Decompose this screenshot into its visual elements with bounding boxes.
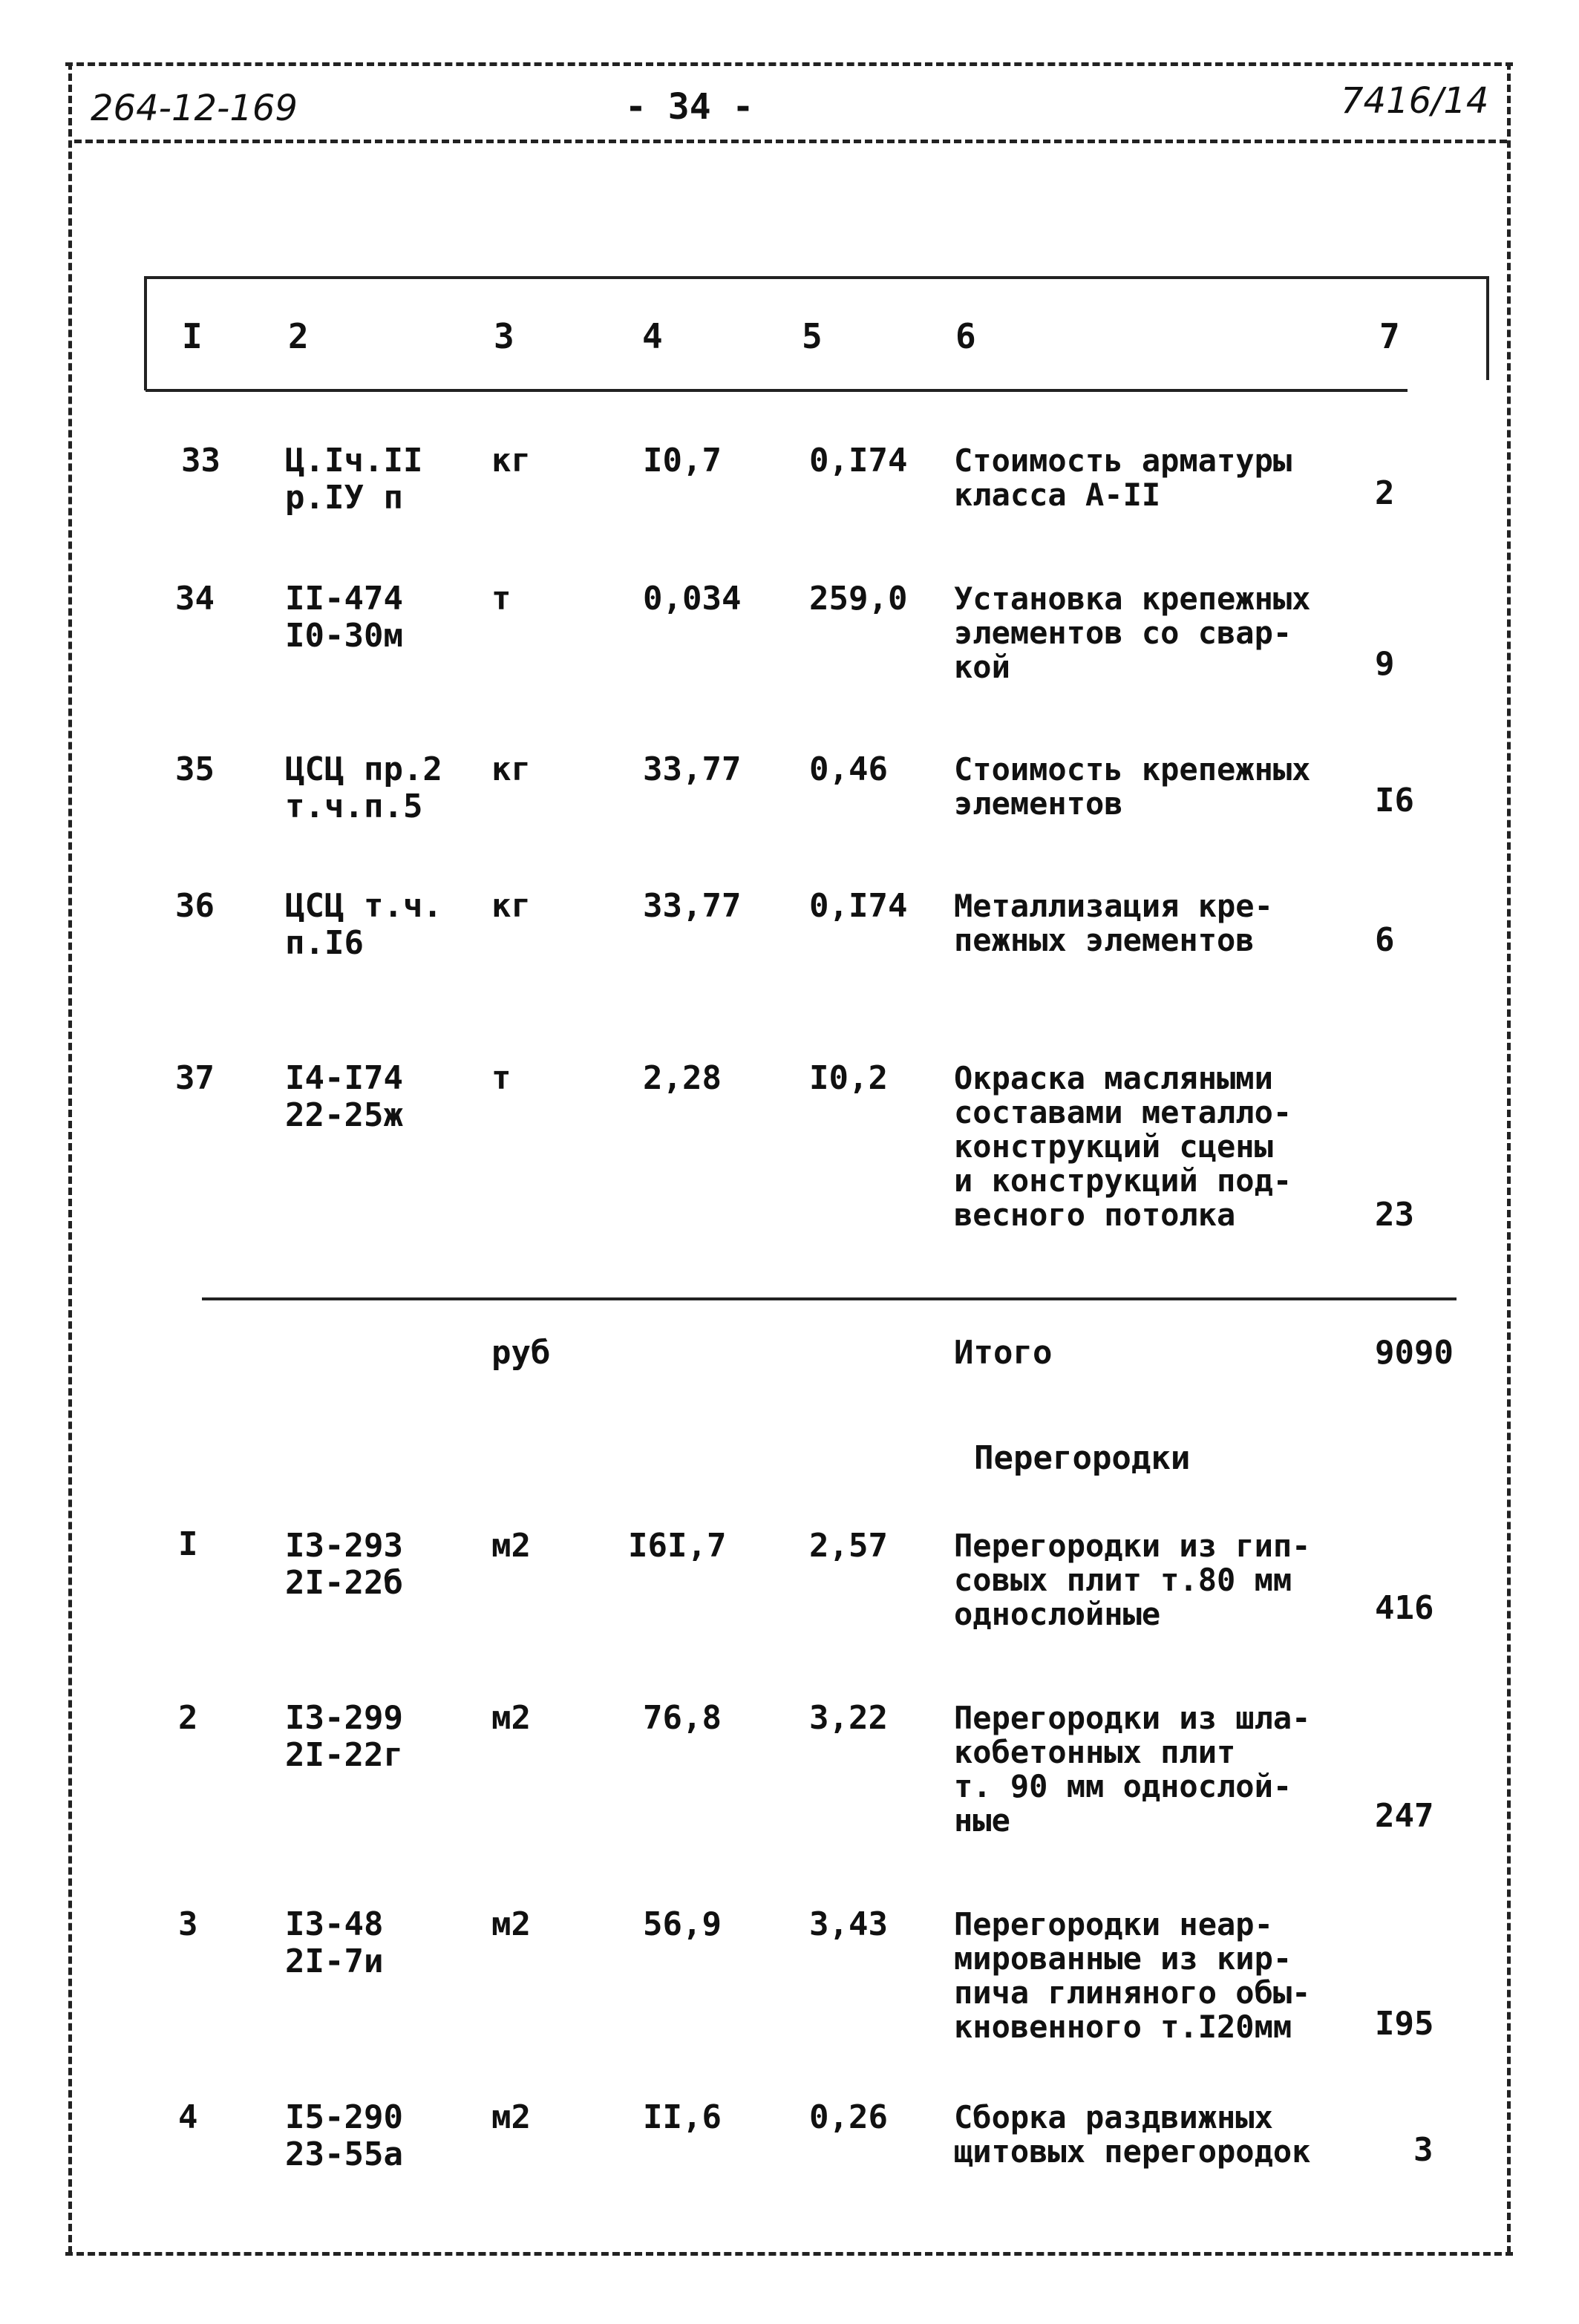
- unit-price: 3,43: [809, 1905, 888, 1943]
- quantity: 33,77: [643, 750, 742, 788]
- unit-price: 2,57: [809, 1527, 888, 1565]
- colhead-3: 3: [494, 316, 514, 356]
- row-number: 3: [178, 1905, 198, 1943]
- summary-label: Итого: [954, 1334, 1053, 1372]
- quantity: II,6: [643, 2098, 722, 2136]
- summary-total: 9090: [1375, 1334, 1454, 1372]
- row-total: I95: [1375, 2005, 1434, 2043]
- unit: м2: [491, 1527, 531, 1565]
- rate-code: I4-I74 22-25ж: [285, 1059, 403, 1134]
- frame-top: [65, 62, 1513, 66]
- rate-code: I5-290 23-55а: [285, 2098, 403, 2173]
- rate-code: I3-299 2I-22г: [285, 1699, 403, 1774]
- rate-code: ЦСЦ пр.2 т.ч.п.5: [285, 750, 442, 825]
- colhead-7: 7: [1379, 316, 1400, 356]
- row-number: 4: [178, 2098, 198, 2136]
- work-description: Перегородки из шла- кобетонных плит т. 90 мм однослой- ные: [954, 1700, 1311, 1839]
- row-number: 33: [181, 442, 220, 479]
- row-total: 416: [1375, 1589, 1434, 1627]
- quantity: 33,77: [643, 887, 742, 925]
- quantity: 2,28: [643, 1059, 722, 1097]
- colhead-1: I: [182, 316, 203, 356]
- unit-price: 259,0: [809, 580, 908, 618]
- rate-code: I3-48 2I-7и: [285, 1905, 384, 1980]
- summary-unit: руб: [491, 1334, 551, 1372]
- unit-price: 0,I74: [809, 442, 908, 479]
- rate-code: I3-293 2I-22б: [285, 1527, 403, 1602]
- doc-code: 264-12-169: [91, 88, 298, 129]
- page-number: - 34 -: [625, 86, 754, 128]
- frame-bottom: [65, 2252, 1513, 2256]
- unit: кг: [491, 442, 531, 479]
- frame-right: [1507, 62, 1511, 2253]
- unit-price: 0,I74: [809, 887, 908, 925]
- work-description: Перегородки из гип- совых плит т.80 мм однослойные: [954, 1528, 1311, 1632]
- row-total: 2: [1375, 474, 1395, 512]
- row-total: 247: [1375, 1797, 1434, 1835]
- row-number: 37: [175, 1059, 215, 1097]
- total-separator: [202, 1297, 1457, 1300]
- sheet-code: 7416/14: [1341, 80, 1489, 122]
- unit: кг: [491, 750, 531, 788]
- work-description: Стоимость арматуры класса А-II: [954, 442, 1292, 513]
- work-description: Стоимость крепежных элементов: [954, 751, 1311, 822]
- colhead-top-border: [146, 276, 1488, 279]
- quantity: 0,034: [643, 580, 742, 618]
- row-total: 23: [1375, 1196, 1414, 1234]
- frame-under-header: [74, 140, 1507, 143]
- rate-code: II-474 I0-30м: [285, 580, 403, 655]
- work-description: Металлизация кре- пежных элементов: [954, 888, 1273, 958]
- rate-code: Ц.Iч.II р.IУ п: [285, 442, 423, 517]
- row-total: 3: [1413, 2131, 1433, 2169]
- quantity: I0,7: [643, 442, 722, 479]
- colhead-2: 2: [288, 316, 309, 356]
- unit: кг: [491, 887, 531, 925]
- row-number: I: [178, 1525, 198, 1563]
- unit-price: 0,26: [809, 2098, 888, 2136]
- colhead-left-border: [144, 276, 147, 390]
- unit: м2: [491, 2098, 531, 2136]
- row-total: I6: [1375, 782, 1414, 819]
- row-total: 6: [1375, 921, 1395, 959]
- row-total: 9: [1375, 645, 1395, 683]
- row-number: 35: [175, 750, 215, 788]
- unit: т: [491, 1059, 511, 1097]
- colhead-bottom-border: [146, 389, 1408, 392]
- unit: м2: [491, 1905, 531, 1943]
- colhead-4: 4: [642, 316, 663, 356]
- quantity: 76,8: [643, 1699, 722, 1737]
- frame-left: [68, 62, 72, 2253]
- work-description: Окраска масляными составами металло- конструкций сцены и конструкций под- весного потолка: [954, 1060, 1292, 1233]
- colhead-5: 5: [802, 316, 823, 356]
- colhead-right-border: [1486, 276, 1489, 380]
- unit: м2: [491, 1699, 531, 1737]
- row-number: 34: [175, 580, 215, 618]
- quantity: 56,9: [643, 1905, 722, 1943]
- row-number: 36: [175, 887, 215, 925]
- work-description: Перегородки неар- мированные из кир- пича глиняного обы- кновенного т.I20мм: [954, 1906, 1311, 2045]
- unit: т: [491, 580, 511, 618]
- unit-price: I0,2: [809, 1059, 888, 1097]
- unit-price: 3,22: [809, 1699, 888, 1737]
- unit-price: 0,46: [809, 750, 888, 788]
- work-description: Сборка раздвижных щитовых перегородок: [954, 2099, 1311, 2170]
- colhead-6: 6: [955, 316, 976, 356]
- row-number: 2: [178, 1699, 198, 1737]
- rate-code: ЦСЦ т.ч. п.I6: [285, 887, 442, 962]
- quantity: I6I,7: [628, 1527, 727, 1565]
- work-description: Установка крепежных элементов со свар- кой: [954, 580, 1311, 685]
- section-title: Перегородки: [974, 1439, 1191, 1477]
